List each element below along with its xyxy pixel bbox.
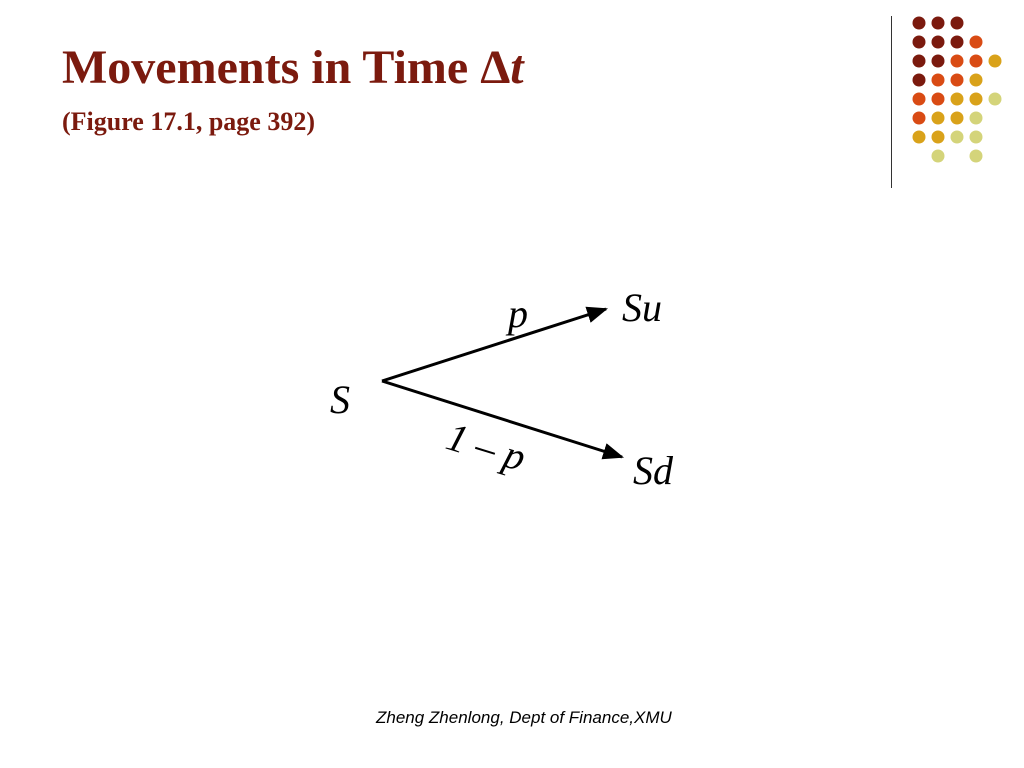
decor-dot	[970, 93, 983, 106]
decor-dot	[970, 112, 983, 125]
decor-dot	[970, 74, 983, 87]
decor-dot	[951, 36, 964, 49]
decor-dot	[951, 131, 964, 144]
decor-dot	[913, 74, 926, 87]
decor-dot	[989, 93, 1002, 106]
time-variable: t	[510, 41, 524, 94]
slide-subtitle: (Figure 17.1, page 392)	[62, 107, 315, 136]
decor-dot	[913, 17, 926, 30]
divider-line	[891, 16, 892, 188]
binomial-tree-diagram	[300, 270, 720, 510]
decor-dot	[932, 74, 945, 87]
decor-dot	[932, 36, 945, 49]
decor-dot	[951, 55, 964, 68]
decor-dot	[913, 55, 926, 68]
title-text: Movements in Time	[62, 41, 481, 94]
decor-dot	[932, 150, 945, 163]
up-branch-arrow	[382, 309, 606, 381]
decor-dot	[932, 131, 945, 144]
decor-dot	[932, 93, 945, 106]
slide-footer: Zheng Zhenlong, Dept of Finance,XMU	[376, 708, 672, 727]
decor-dot	[970, 36, 983, 49]
decor-dot	[970, 55, 983, 68]
decor-dot	[951, 17, 964, 30]
start-node-label: S	[330, 377, 350, 422]
decor-dot	[913, 93, 926, 106]
decor-dot	[932, 17, 945, 30]
decor-dot	[951, 93, 964, 106]
down-node-label: Sd	[633, 448, 673, 493]
decor-dot	[932, 112, 945, 125]
decor-dot	[932, 55, 945, 68]
decor-dot	[951, 112, 964, 125]
decor-dot	[913, 112, 926, 125]
decorative-dot-grid	[0, 0, 1024, 200]
decor-dot	[951, 74, 964, 87]
decor-dot	[913, 131, 926, 144]
decor-dot	[970, 131, 983, 144]
decor-dot	[989, 55, 1002, 68]
decor-dot	[970, 150, 983, 163]
up-probability-label: p	[508, 291, 528, 336]
down-probability-label: 1 – p	[441, 413, 532, 480]
up-node-label: Su	[622, 285, 662, 330]
decor-dot	[913, 36, 926, 49]
delta-symbol: Δ	[480, 41, 511, 94]
